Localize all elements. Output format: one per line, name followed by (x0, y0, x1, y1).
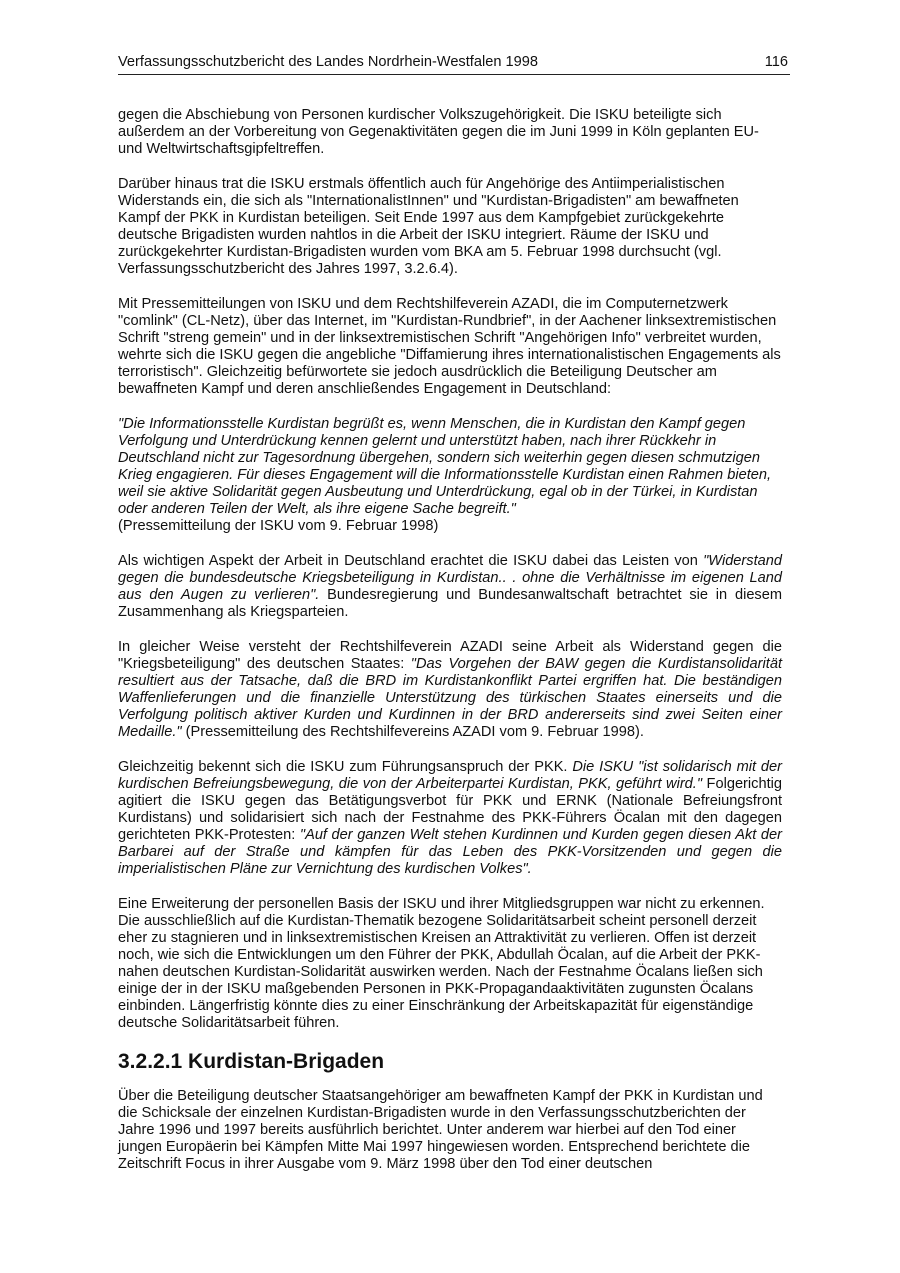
p6-quote: "Das Vorgehen der BAW gegen die Kurdistansolidarität resultiert aus der Tatsache, daß die BRD im Kurdistankonflikt Partei ergriffen hat. Die beständigen Waffenlieferungen und die finanzielle Unterstützung des türkischen Staates einerseits und die Verfolgung politisch aktiver Kurden und Kurdinnen in der BRD andererseits sind zwei Seiten einer Medaille." (118, 656, 782, 740)
p6-lead: In gleicher Weise versteht der Rechtshilfeverein AZADI seine Arbeit als Widerstand gegen die "Kriegsbeteiligung" des deutschen Staates: (118, 639, 782, 672)
page-number: 116 (764, 54, 788, 70)
paragraph-3: Mit Pressemitteilungen von ISKU und dem Rechtshilfeverein AZADI, die im Computernetzwerk "comlink" (CL-Netz), über das Internet, im "Kurdistan-Rundbrief", in der Aachener linksextremistischen Schrift "streng gemein" und in der linksextremistischen Schrift "Angehörigen Info" verbreitet wurden, wehrte sich die ISKU gegen die angebliche "Diffamierung ihres internationalistischen Engagements als terroristisch". Gleichzeitig befürwortete sie jedoch ausdrücklich die Beteiligung Deutscher am bewaffneten Kampf und deren anschließendes Engagement in Deutschland: (118, 296, 781, 397)
paragraph-1: gegen die Abschiebung von Personen kurdischer Volkszugehörigkeit. Die ISKU beteiligte sich außerdem an der Vorbereitung von Gegenaktivitäten gegen die im Juni 1999 in Köln geplanten EU- und Weltwirtschaftsgipfeltreffen. (118, 107, 759, 157)
p7-quote-2: "Auf der ganzen Welt stehen Kurdinnen und Kurden gegen diesen Akt der Barbarei auf der Straße und kämpfen für das Leben des PKK-Vorsitzenden und gegen die imperialistischen Pläne zur Vernichtung des kurdischen Volkes". (118, 827, 782, 877)
p6-tail: (Pressemitteilung des Rechtshilfevereins AZADI vom 9. Februar 1998). (181, 724, 644, 740)
p7-quote-1: Die ISKU "ist solidarisch mit der kurdischen Befreiungsbewegung, die von der Arbeiterpartei Kurdistan, PKK, geführt wird." (118, 759, 782, 792)
header-title: Verfassungsschutzbericht des Landes Nordrhein-Westfalen 1998 (118, 54, 538, 70)
page-header (118, 52, 790, 75)
paragraph-6 (118, 639, 782, 741)
p7-lead: Gleichzeitig bekennt sich die ISKU zum Führungsanspruch der PKK. (118, 759, 573, 775)
paragraph-2: Darüber hinaus trat die ISKU erstmals öffentlich auch für Angehörige des Antiimperialistischen Widerstands ein, die sich als "InternationalistInnen" und "Kurdistan-Brigadisten" am bewaffneten Kampf der PKK in Kurdistan beteiligen. Seit Ende 1997 aus dem Kampfgebiet zurückgekehrte deutsche Brigadisten wurden nahtlos in die Arbeit der ISKU integriert. Räume der ISKU und zurückgekehrter Kurdistan-Brigadisten wurden vom BKA am 5. Februar 1998 durchsucht (vgl. Verfassungsschutzbericht des Jahres 1997, 3.2.6.4). (118, 176, 739, 277)
paragraph-4 (118, 416, 782, 535)
section-heading: 3.2.2.1 Kurdistan-Brigaden (118, 1050, 385, 1073)
quote-source: (Pressemitteilung der ISKU vom 9. Februar 1998) (118, 518, 439, 534)
paragraph-8: Eine Erweiterung der personellen Basis der ISKU und ihrer Mitgliedsgruppen war nicht zu erkennen. Die ausschließlich auf die Kurdistan-Thematik bezogene Solidaritätsarbeit scheint personell derzeit eher zu stagnieren und in linksextremistischen Kreisen an Attraktivität zu verlieren. Offen ist derzeit noch, wie sich die Entwicklungen um den Führer der PKK, Abdullah Öcalan, auf die Arbeit der PKK-nahen deutschen Kurdistan-Solidarität auswirken werden. Nach der Festnahme Öcalans ließen sich einige der in der ISKU maßgebenden Personen in PKK-Propagandaaktivitäten zugunsten Öcalans einbinden. Längerfristig könnte dies zu einer Einschränkung der Arbeitskapazität für eigenständige deutsche Solidaritätsarbeit führen. (118, 896, 765, 1031)
quote-isku: "Die Informationsstelle Kurdistan begrüßt es, wenn Menschen, die in Kurdistan den Kampf gegen Verfolgung und Unterdrückung kennen gelernt und unterstützt haben, nach ihrer Rückkehr in Deutschland nicht zur Tagesordnung übergehen, sondern sich weiterhin gegen diesen schmutzigen Krieg engagieren. Für dieses Engagement will die Informationsstelle Kurdistan einen Rahmen bieten, weil sie aktive Solidarität gegen Ausbeutung und Unterdrückung, egal ob in der Türkei, in Kurdistan oder anderen Teilen der Welt, als ihre eigene Sache begreift." (118, 416, 772, 517)
p5-tail: Bundesregierung und Bundesanwaltschaft betrachtet sie in diesem Zusammenhang als Kriegsparteien. (118, 587, 782, 620)
document-body (118, 107, 782, 1191)
p7-mid: Folgerichtig agitiert die ISKU gegen das Betätigungsverbot für PKK und ERNK (Nationale Befreiungsfront Kurdistans) und solidarisiert sich nach der Festnahme des PKK-Führers Öcalan mit den dagegen gerichteten PKK-Protesten: (118, 776, 782, 843)
paragraph-7 (118, 759, 782, 878)
paragraph-9: Über die Beteiligung deutscher Staatsangehöriger am bewaffneten Kampf der PKK in Kurdistan und die Schicksale der einzelnen Kurdistan-Brigadisten wurde in den Verfassungsschutzberichten der Jahre 1996 und 1997 bereits ausführlich berichtet. Unter anderem war hierbei auf den Tod einer jungen Europäerin bei Kämpfen Mitte Mai 1997 hingewiesen worden. Entsprechend berichtete die Zeitschrift Focus in ihrer Ausgabe vom 9. März 1998 über den Tod einer deutschen (118, 1088, 763, 1172)
p5-lead: Als wichtigen Aspekt der Arbeit in Deutschland erachtet die ISKU dabei das Leisten von (118, 553, 704, 569)
paragraph-5 (118, 553, 782, 621)
p5-quote: "Widerstand gegen die bundesdeutsche Kriegsbeteiligung in Kurdistan.. . ohne die Verhältnisse im eigenen Land aus den Augen zu verlieren". (118, 553, 782, 603)
